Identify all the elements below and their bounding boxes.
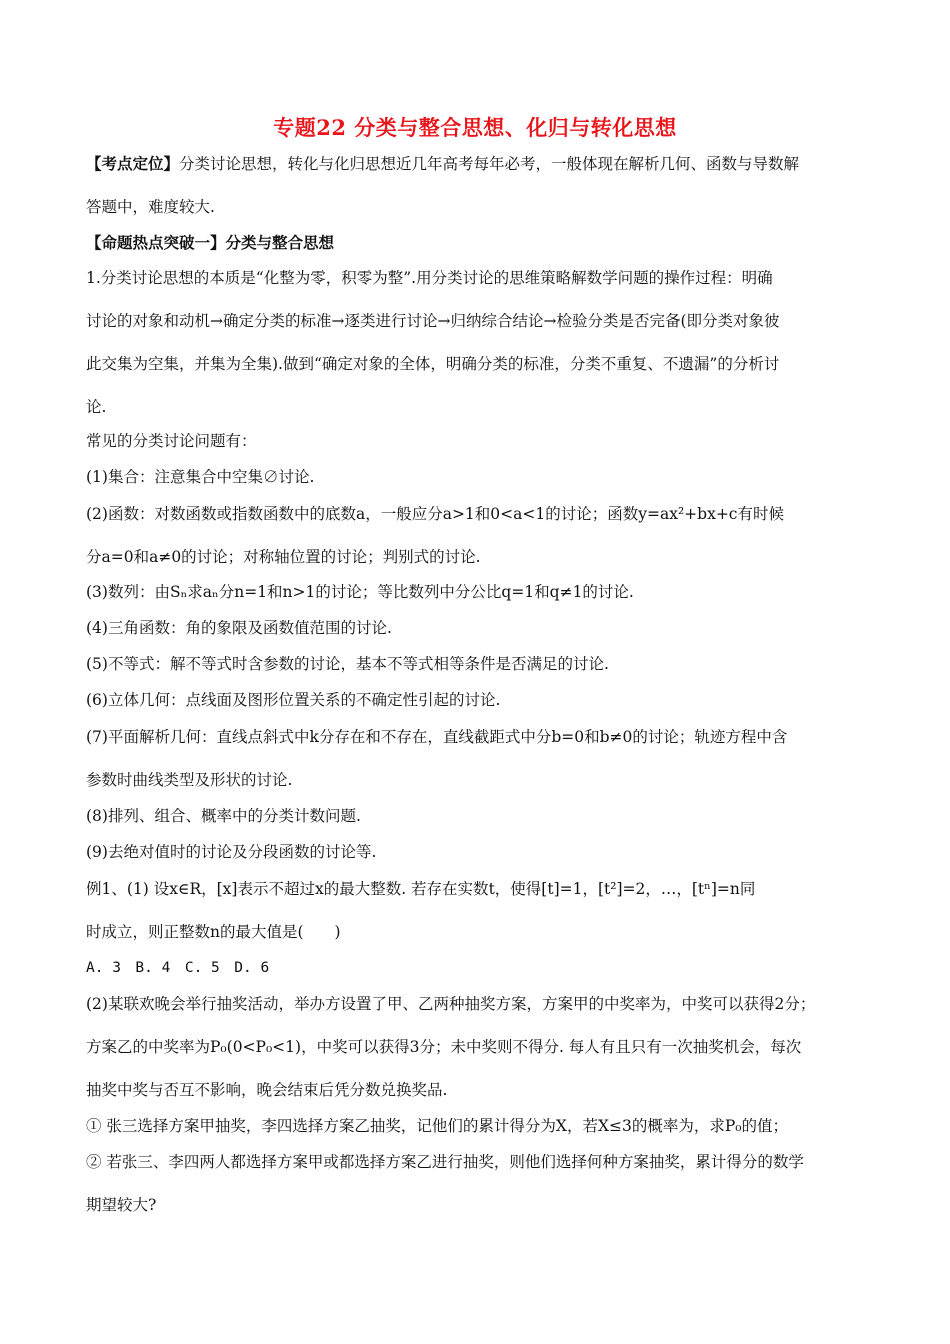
line-text: 分类讨论思想，转化与化归思想近几年高考每年必考，一般体现在解析几何、函数与导数解 <box>179 155 800 173</box>
section-heading <box>86 232 334 254</box>
list-item: (2)函数：对数函数或指数函数中的底数a，一般应分a>1和0<a<1的讨论；函数y=ax²+bx+c有时候 <box>86 505 784 523</box>
text-line: 方案乙的中奖率为P₀(0<P₀<1)，中奖可以获得3分；未中奖则不得分. 每人有且只有一次抽奖机会，每次 <box>86 1038 802 1056</box>
example-line: 例1、(1) 设x∈R，[x]表示不超过x的最大整数. 若存在实数t，使得[t]=1，[t²]=2，…，[tⁿ]=n同 <box>86 880 756 898</box>
text-line <box>86 153 799 175</box>
document-title: 专题22 分类与整合思想、化归与转化思想 <box>273 115 677 140</box>
list-item: (8)排列、组合、概率中的分类计数问题. <box>86 807 361 825</box>
list-item: (9)去绝对值时的讨论及分段函数的讨论等. <box>86 843 377 861</box>
text-line: 常见的分类讨论问题有： <box>86 432 257 450</box>
text-line: 参数时曲线类型及形状的讨论. <box>86 771 293 789</box>
sub-question: ② 若张三、李四两人都选择方案甲或都选择方案乙进行抽奖，则他们选择何种方案抽奖，累计得分的数学 <box>86 1153 804 1171</box>
answer-options: A. 3 B. 4 C. 5 D. 6 <box>86 960 270 976</box>
text-line: 1.分类讨论思想的本质是“化整为零，积零为整”.用分类讨论的思维策略解数学问题的操作过程：明确 <box>86 269 773 287</box>
list-item: (3)数列：由Sₙ求aₙ分n=1和n>1的讨论；等比数列中分公比q=1和q≠1的讨论. <box>86 583 634 601</box>
text-line: 论. <box>86 398 107 416</box>
text-line: 分a=0和a≠0的讨论；对称轴位置的讨论；判别式的讨论. <box>86 548 481 566</box>
example-line: (2)某联欢晚会举行抽奖活动，举办方设置了甲、乙两种抽奖方案，方案甲的中奖率为，中奖可以获得2分； <box>86 995 816 1013</box>
text-line: 答题中，难度较大. <box>86 198 215 216</box>
list-item: (7)平面解析几何：直线点斜式中k分存在和不存在，直线截距式中分b=0和b≠0的讨论；轨迹方程中含 <box>86 728 788 746</box>
section-label: 【命题热点突破一】分类与整合思想 <box>86 234 335 252</box>
list-item: (1)集合：注意集合中空集∅讨论. <box>86 468 315 486</box>
list-item: (4)三角函数：角的象限及函数值范围的讨论. <box>86 619 392 637</box>
text-line: 此交集为空集，并集为全集).做到“确定对象的全体，明确分类的标准，分类不重复、不遗漏”的分析讨 <box>86 355 780 373</box>
text-line: 讨论的对象和动机→确定分类的标准→逐类进行讨论→归纳综合结论→检验分类是否完备(即分类对象彼 <box>86 312 780 330</box>
list-item: (6)立体几何：点线面及图形位置关系的不确定性引起的讨论. <box>86 691 501 709</box>
text-line: 抽奖中奖与否互不影响，晚会结束后凭分数兑换奖品. <box>86 1081 448 1099</box>
text-line: 期望较大? <box>86 1196 157 1214</box>
list-item: (5)不等式：解不等式时含参数的讨论，基本不等式相等条件是否满足的讨论. <box>86 655 609 673</box>
sub-question: ① 张三选择方案甲抽奖，李四选择方案乙抽奖，记他们的累计得分为X，若X≤3的概率为，求P₀的值； <box>86 1117 788 1135</box>
text-line: 时成立，则正整数n的最大值是( ) <box>86 923 341 941</box>
section-label: 【考点定位】 <box>86 155 180 173</box>
